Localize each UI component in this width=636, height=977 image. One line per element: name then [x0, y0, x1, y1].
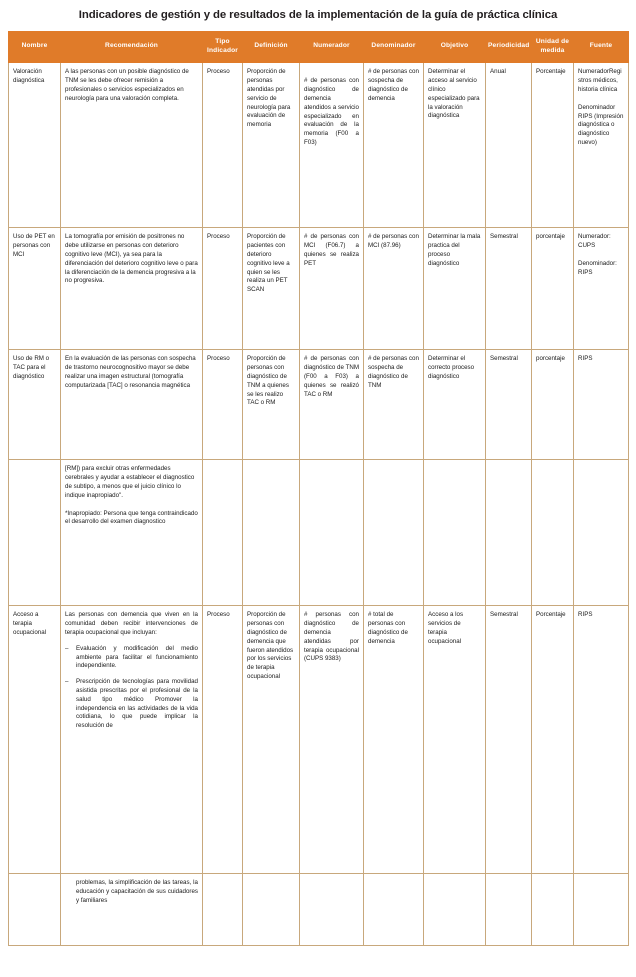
list-item-text: Prescripción de tecnologías para movilidad asistida prescritas por el profesional de la salud tipo médico Promover la independencia en las actividades de la vida cotidiana, lo que puede implicar la resolución de: [76, 678, 198, 730]
table-row: [9, 606, 629, 874]
cell-denominador: [364, 874, 424, 946]
list-item: [65, 678, 198, 731]
cell-tipo: Proceso: [203, 63, 243, 228]
cell-tipo: Proceso: [203, 606, 243, 874]
cell-objetivo: [424, 460, 486, 606]
cell-tipo: Proceso: [203, 228, 243, 350]
cell-unidad: [532, 460, 574, 606]
cell-fuente: [574, 228, 629, 350]
cell-objetivo: Determinar el correcto proceso diagnóstico: [424, 350, 486, 460]
cell-denominador: # de personas con sospecha de diagnóstico de demencia: [364, 63, 424, 228]
cell-fuente-denominador: Denominador RIPS (Impresión diagnóstica o diagnóstico nuevo): [578, 103, 624, 147]
cell-definicion: Proporción de pacientes con deterioro cognitivo leve a quien se les realiza un PET SCAN: [243, 228, 300, 350]
cell-recomendacion: [61, 606, 203, 874]
cell-fuente: [574, 63, 629, 228]
cell-numerador-text: # de personas con diagnóstico de demencia atendidos a servicio especializado en evaluación de la memoria (F00 a F03): [304, 77, 359, 147]
cell-numerador: [300, 460, 364, 606]
cell-fuente: RIPS: [574, 606, 629, 874]
cell-nombre: [9, 874, 61, 946]
cell-nombre: Uso de PET en personas con MCI: [9, 228, 61, 350]
cell-recomendacion: [61, 874, 203, 946]
column-header-fuente: Fuente: [574, 31, 629, 63]
cell-objetivo: Determinar la mala practica del proceso diagnóstico: [424, 228, 486, 350]
cell-tipo: [203, 460, 243, 606]
cell-denominador: # total de personas con diagnóstico de demencia: [364, 606, 424, 874]
cell-fuente: [574, 874, 629, 946]
cell-numerador: [300, 874, 364, 946]
cell-periodicidad: [486, 460, 532, 606]
cell-numerador: [300, 63, 364, 228]
cell-tipo: [203, 874, 243, 946]
cell-nombre: Valoración diagnóstica: [9, 63, 61, 228]
cell-numerador: # personas con diagnóstico de demencia atendidas por terapia ocupacional (CUPS 9383): [300, 606, 364, 874]
cell-nombre: Uso de RM o TAC para el diagnóstico: [9, 350, 61, 460]
table-row: [9, 63, 629, 228]
cell-recomendacion-text: problemas, la simplificación de las tareas, la educación y capacitación de sus cuidadores y familiares: [76, 879, 198, 905]
cell-recomendacion: A las personas con un posible diagnóstico de TNM se les debe ofrecer remisión a profesionales o servicios especializados en neurología para una valoración completa.: [61, 63, 203, 228]
cell-unidad: Porcentaje: [532, 606, 574, 874]
cell-fuente: RIPS: [574, 350, 629, 460]
cell-nombre: Acceso a terapia ocupacional: [9, 606, 61, 874]
table-row: [9, 460, 629, 606]
table-header-row: [9, 31, 629, 63]
cell-unidad: [532, 874, 574, 946]
dash-bullet-icon: –: [65, 678, 69, 686]
cell-periodicidad: [486, 874, 532, 946]
cell-recomendacion-p1: [RM]) para excluir otras enfermedades cerebrales y ayudar a establecer el diagnostico de subtipo, a menos que el juicio clínico lo indique inapropiado".: [65, 465, 195, 499]
cell-denominador: # de personas con MCI (87.96): [364, 228, 424, 350]
cell-recomendacion-intro: Las personas con demencia que viven en la comunidad deben recibir intervenciones de terapia ocupacional que incluyan:: [65, 611, 198, 637]
list-item: [65, 644, 198, 671]
cell-numerador: # de personas con MCI (F06.7) a quienes se realiza PET: [300, 228, 364, 350]
column-header-numerador: Numerador: [300, 31, 364, 63]
column-header-tipo-indicador: Tipo Indicador: [203, 31, 243, 63]
cell-tipo: Proceso: [203, 350, 243, 460]
cell-periodicidad: Anual: [486, 63, 532, 228]
indicators-table: [8, 31, 629, 947]
cell-periodicidad: Semestral: [486, 228, 532, 350]
cell-recomendacion: [61, 460, 203, 606]
column-header-objetivo: Objetivo: [424, 31, 486, 63]
cell-definicion: [243, 460, 300, 606]
column-header-recomendacion: Recomendación: [61, 31, 203, 63]
table-row: [9, 228, 629, 350]
cell-definicion: Proporción de personas con diagnóstico de TNM a quienes se les realizo TAC o RM: [243, 350, 300, 460]
cell-nombre: [9, 460, 61, 606]
cell-fuente: [574, 460, 629, 606]
cell-periodicidad: Semestral: [486, 350, 532, 460]
dash-bullet-icon: –: [65, 644, 69, 652]
cell-definicion: Proporción de personas con diagnóstico de demencia que fueron atendidos por los servicios de terapia ocupacional: [243, 606, 300, 874]
cell-recomendacion: La tomografía por emisión de positrones no debe utilizarse en personas con deterioro cognitivo leve (MCI), ya sea para la diferenciación del deterioro cognitivo leve o para la diferenciación de la demencia progresiva a la no progresiva.: [61, 228, 203, 350]
column-header-nombre: Nombre: [9, 31, 61, 63]
cell-unidad: porcentaje: [532, 228, 574, 350]
cell-recomendacion-footnote: *Inapropiado: Persona que tenga contraindicado el desarrollo del examen diagnostico: [65, 509, 198, 526]
page-title: Indicadores de gestión y de resultados de la implementación de la guía de práctica clínica: [78, 9, 558, 21]
column-header-periodicidad: Periodicidad: [486, 31, 532, 63]
cell-definicion: Proporción de personas atendidas por servicio de neurología para evaluación de memoria: [243, 63, 300, 228]
cell-objetivo: [424, 874, 486, 946]
cell-definicion: [243, 874, 300, 946]
list-item-text: Evaluación y modificación del medio ambiente para facilitar el funcionamiento independiente.: [76, 644, 198, 670]
cell-fuente-numerador: NumeradorRegistros médicos, historia clínica: [578, 68, 622, 94]
cell-numerador: # de personas con diagnóstico de TNM (F00 a F03) a quienes se realizó TAC o RM: [300, 350, 364, 460]
recomendacion-bullet-list: [65, 645, 198, 731]
table-row: [9, 350, 629, 460]
column-header-denominador: Denominador: [364, 31, 424, 63]
cell-unidad: Porcentaje: [532, 63, 574, 228]
table-row: [9, 874, 629, 946]
cell-objetivo: Acceso a los servicios de terapia ocupacional: [424, 606, 486, 874]
cell-recomendacion: En la evaluación de las personas con sospecha de trastorno neurocognositivo mayor se debe realizar una imagen estructural (tomografía computarizada [TAC] o resonancia magnética: [61, 350, 203, 460]
column-header-definicion: Definición: [243, 31, 300, 63]
cell-periodicidad: Semestral: [486, 606, 532, 874]
cell-fuente-numerador: Numerador: CUPS: [578, 233, 611, 250]
cell-fuente-denominador: Denominador: RIPS: [578, 260, 617, 276]
cell-objetivo: Determinar el acceso al servicio clínico especializado para la valoración diagnóstica: [424, 63, 486, 228]
cell-denominador: # de personas con sospecha de diagnóstico de TNM: [364, 350, 424, 460]
column-header-unidad-medida: Unidad de medida: [532, 31, 574, 63]
cell-unidad: porcentaje: [532, 350, 574, 460]
cell-denominador: [364, 460, 424, 606]
